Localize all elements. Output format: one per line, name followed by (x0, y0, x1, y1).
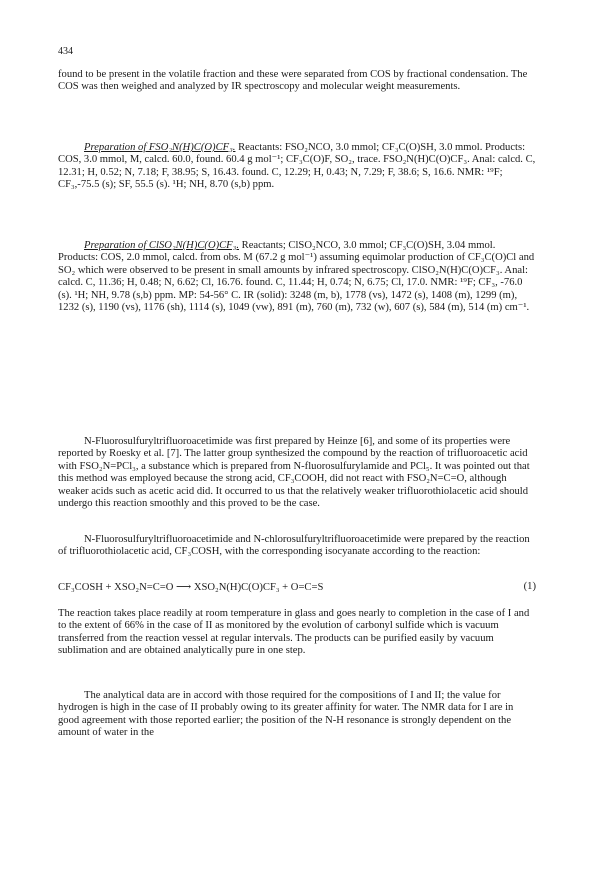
page-number: 434 (58, 46, 73, 57)
discussion-paragraph-1 (58, 436, 536, 510)
discussion-text-4: The analytical data are in accord with those required for the compositions of I and II; the value for hydrogen is high in the case of II probably owing to its greater affinity for water. The NMR data for I are in good agreement with those reported earlier; the position of the N-H resonance is strongly dependent on the amount of water in the (58, 690, 514, 739)
discussion-paragraph-4 (58, 690, 536, 740)
discussion-paragraph-3 (58, 608, 536, 658)
discussion-text-1: N-Fluorosulfuryltrifluoroacetimide was first prepared by Heinze [6], and some of its properties were reported by Roesky et al. [7]. The latter group synthesized the compound by the reaction of trifluoroacetic acid with FSO₂N=PCl₃, a substance which is prepared from N-fluorosulfurylamide and PCl₅. It was pointed out that this method was employed because the strong acid, CF₃COOH, did not react with FSO₂N=C=O, although weaker acids such as acetic acid did. It occurred to us that the relatively weaker trifluorothiolacetic acid should undergo this reaction smoothly and this proved to be the case. (58, 436, 530, 510)
preparation-clso2-paragraph (58, 240, 536, 314)
discussion-paragraph-2 (58, 534, 536, 559)
preparation-fso2-title: Preparation of FSO₂N(H)C(O)CF₃. (84, 142, 236, 153)
preparation-fso2-paragraph (58, 142, 536, 192)
reaction-equation (58, 581, 536, 593)
preparation-fso2-body: Reactants: FSO₂NCO, 3.0 mmol; CF₃C(O)SH, 3.0 mmol. Products: COS, 3.0 mmol, M, calcd. 60.0, found. 60.4 g mol⁻¹; CF₃C(O)F, SO₂, trace. FSO₂N(H)C(O)CF₃. Anal: calcd. C, 12.31; H, 0.52; N, 7.18; F, 38.95; S, 16.43. found. C, 12.29; H, 0.43; N, 7.29; F, 38.6; S, 16.6. NMR: ¹⁹F; CF₃,-75.5 (s); SF, 55.5 (s). ¹H; NH, 8.70 (s,b) ppm. (58, 142, 536, 191)
preparation-clso2-section (58, 240, 536, 314)
intro-text: found to be present in the volatile fraction and these were separated from COS by fractional condensation. The COS was then weighed and analyzed by IR spectroscopy and molecular weight measurements. (58, 69, 528, 93)
preparation-fso2-section (58, 142, 536, 192)
preparation-clso2-title: Preparation of ClSO₂N(H)C(O)CF₃. (84, 240, 239, 251)
discussion-text-2: N-Fluorosulfuryltrifluoroacetimide and N-chlorosulfuryltrifluoroacetimide were prepared by the reaction of trifluorothiolacetic acid, CF₃COSH, with the corresponding isocyanate according to the reaction: (58, 534, 530, 558)
equation-text: CF₃COSH + XSO₂N=C=O ⟶ XSO₂N(H)C(O)CF₃ + O=C=S (58, 582, 324, 593)
equation-number: (1) (523, 581, 536, 592)
intro-paragraph (58, 69, 536, 94)
preparation-clso2-body: Reactants; ClSO₂NCO, 3.0 mmol; CF₃C(O)SH, 3.04 mmol. Products: COS, 2.0 mmol, calcd. from obs. M (67.2 g mol⁻¹) assuming equimolar production of CF₃C(O)Cl and SO₂ which were observed to be present in small amounts by infrared spectroscopy. ClSO₂N(H)C(O)CF₃. Anal: calcd. C, 11.36; H, 0.48; N, 6.62; Cl, 16.76. found. C, 11.44; H, 0.74; N, 6.75; Cl, 17.0. NMR: ¹⁹F; CF₃, -76.0 (s). ¹H; NH, 9.78 (s,b) ppm. MP: 54-56° C. IR (solid): 3248 (m, b), 1778 (vs), 1472 (s), 1408 (m), 1299 (m), 1232 (s), 1190 (vs), 1176 (sh), 1114 (s), 1049 (vw), 891 (m), 760 (m), 732 (w), 607 (s), 584 (m), 514 (m) cm⁻¹. (58, 240, 535, 314)
discussion-text-3: The reaction takes place readily at room temperature in glass and goes nearly to completion in the case of I and to the extent of 66% in the case of II as monitored by the evolution of carbonyl sulfide which is vacuum transferred from the reaction vessel at regular intervals. The products can be purified easily by vacuum sublimation and are obtained analytically pure in one step. (58, 608, 530, 657)
